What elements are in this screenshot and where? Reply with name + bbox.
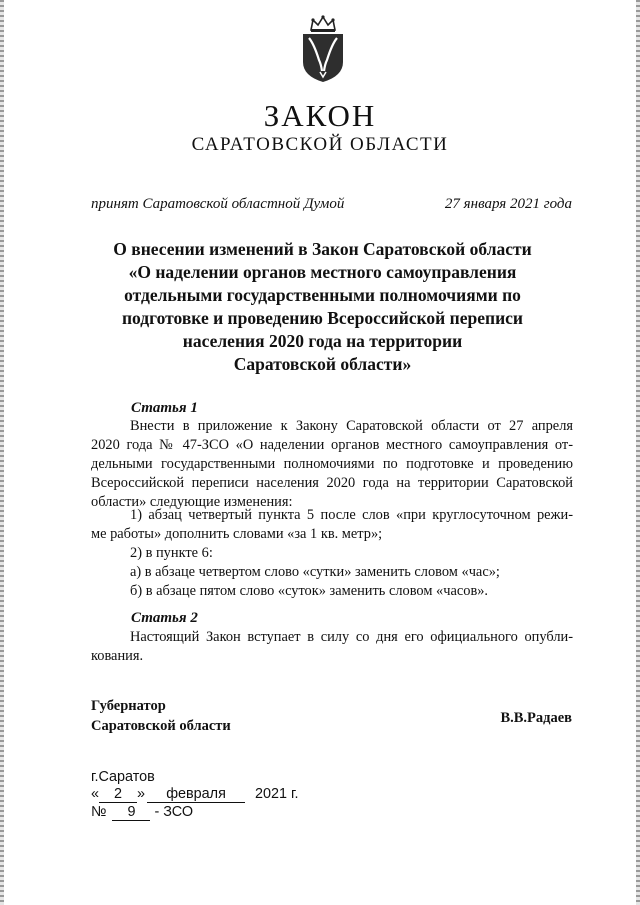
heading-line: Саратовской области» [233,354,412,374]
signing-city: г.Саратов [91,769,155,785]
heading-line: подготовке и проведению Всероссийской переписи [121,308,524,328]
text-line: 2020 года № 47-ЗСО «О наделении органов местного самоуправления от- [91,437,573,453]
quote-close: » [137,786,146,802]
text-line: 1) абзац четвертый пункта 5 после слов «при круглосуточном режи- [130,507,573,523]
article-1-item-1 [91,506,573,544]
heading-line: «О наделении органов местного самоуправления [128,262,517,282]
position-line: Саратовской области [91,718,231,734]
heading-line: О внесении изменений в Закон Саратовской области [113,239,532,259]
adopted-date: 27 января 2021 года [444,196,572,212]
text-line: кования. [91,648,144,664]
text-line: ме работы» дополнить словами «за 1 кв. метр»; [91,526,383,542]
text-line: Внести в приложение к Закону Саратовской области от 27 апреля [130,418,573,434]
article-1-title: Статья 1 [131,400,198,416]
heading-line: отдельными государственными полномочиями по [124,285,521,305]
coat-of-arms-icon [298,14,348,84]
heading-line: населения 2020 года на территории [182,331,463,351]
number-suffix: - ЗСО [154,804,194,820]
number-sign: № [91,804,107,820]
text-line: Всероссийской переписи населения 2020 года на территории Саратовской [91,475,573,491]
governor-name: В.В.Радаев [500,710,572,726]
number-value: 9 [112,805,150,821]
article-1-intro [91,417,573,512]
article-1-item-2b: б) в абзаце пятом слово «суток» заменить словом «часов». [130,583,489,599]
article-1-item-2a: а) в абзаце четвертом слово «сутки» заменить словом «час»; [130,564,500,580]
date-month: февраля [147,787,245,803]
text-line: области» следующие изменения: [91,494,293,510]
signing-date [91,786,299,803]
date-day: 2 [99,787,137,803]
quote-open: « [91,786,100,802]
region-name: САРАТОВСКОЙ ОБЛАСТИ [191,134,449,155]
text-line: Настоящий Закон вступает в силу со дня его официального опубли- [130,629,573,645]
position-line: Губернатор [91,698,166,714]
article-2-text [91,628,573,666]
text-line: дельными государственными полномочиями по подготовке и проведению [91,456,573,472]
law-title: ЗАКОН [263,98,377,133]
date-year: 2021 г. [255,786,299,802]
article-2-title: Статья 2 [131,610,198,626]
law-heading [80,238,565,376]
article-1-item-2: 2) в пункте 6: [130,545,213,561]
adopted-by: принят Саратовской областной Думой [91,196,345,212]
law-number [91,804,193,821]
governor-position [91,696,231,736]
